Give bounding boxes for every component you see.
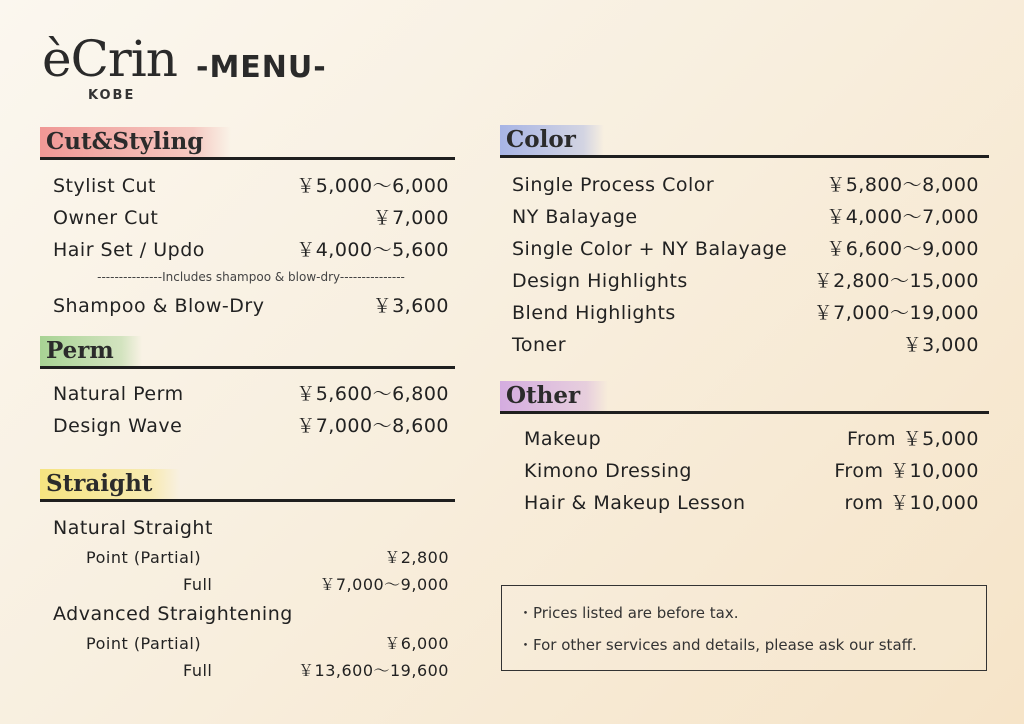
color-list xyxy=(512,169,979,361)
item-price: ￥7,000～9,000 xyxy=(319,575,449,594)
list-item xyxy=(512,233,979,265)
section-divider xyxy=(500,155,989,158)
brand-logo: èCrin xyxy=(42,30,177,88)
item-price: ￥6,000 xyxy=(384,634,449,653)
item-name: Natural Perm xyxy=(53,383,184,405)
section-title-cut-styling: Cut&Styling xyxy=(40,127,231,157)
list-item xyxy=(53,202,449,234)
list-subitem xyxy=(53,630,449,657)
section-divider xyxy=(40,499,455,502)
item-name: Blend Highlights xyxy=(512,302,676,324)
subitem-name: Point (Partial) xyxy=(86,548,202,567)
section-title-color: Color xyxy=(500,125,604,155)
item-price: ￥4,000～7,000 xyxy=(826,206,979,228)
cut-styling-list xyxy=(53,170,449,266)
section-divider xyxy=(500,411,989,414)
item-name: Single Process Color xyxy=(512,174,715,196)
item-name: Hair & Makeup Lesson xyxy=(524,492,746,514)
list-item xyxy=(512,201,979,233)
list-item xyxy=(512,329,979,361)
notes-box xyxy=(501,585,987,671)
list-item xyxy=(524,423,979,455)
item-name: Shampoo & Blow-Dry xyxy=(53,295,265,317)
item-price: ￥7,000 xyxy=(372,207,449,229)
item-price: ￥13,600～19,600 xyxy=(298,661,449,680)
item-price: ￥3,000 xyxy=(902,334,979,356)
list-subitem xyxy=(53,571,449,598)
list-item xyxy=(53,512,449,544)
item-price: ￥7,000～19,000 xyxy=(813,302,979,324)
included-note: ---------------Includes shampoo & blow-dry--------------- xyxy=(97,270,405,284)
item-price: ￥3,600 xyxy=(372,295,449,317)
note-tax: ・Prices listed are before tax. xyxy=(518,604,739,622)
list-subitem xyxy=(53,657,449,684)
item-name: Makeup xyxy=(524,428,602,450)
list-item xyxy=(53,598,449,630)
list-item xyxy=(512,297,979,329)
item-name: Design Highlights xyxy=(512,270,688,292)
perm-list xyxy=(53,378,449,442)
note-staff: ・For other services and details, please ask our staff. xyxy=(518,636,917,654)
item-name: NY Balayage xyxy=(512,206,638,228)
section-title-other: Other xyxy=(500,381,608,411)
item-price: ￥7,000～8,600 xyxy=(296,415,449,437)
item-price: ￥6,600～9,000 xyxy=(826,238,979,260)
item-name: Natural Straight xyxy=(53,517,213,539)
section-divider xyxy=(40,366,455,369)
item-name: Design Wave xyxy=(53,415,183,437)
subitem-name: Full xyxy=(183,661,213,680)
item-name: Stylist Cut xyxy=(53,175,156,197)
item-name: Toner xyxy=(512,334,567,356)
item-price: From ￥10,000 xyxy=(834,460,979,482)
page-title: -MENU- xyxy=(196,50,327,85)
section-divider xyxy=(40,157,455,160)
list-item xyxy=(524,487,979,519)
item-price: ￥2,800 xyxy=(384,548,449,567)
list-item xyxy=(524,455,979,487)
section-title-perm: Perm xyxy=(40,336,142,366)
item-price: ￥5,000～6,000 xyxy=(296,175,449,197)
list-item xyxy=(512,169,979,201)
other-list xyxy=(524,423,979,519)
subitem-name: Full xyxy=(183,575,213,594)
list-subitem xyxy=(53,544,449,571)
item-name: Owner Cut xyxy=(53,207,159,229)
item-name: Advanced Straightening xyxy=(53,603,293,625)
list-item xyxy=(53,234,449,266)
list-item xyxy=(53,378,449,410)
list-item xyxy=(53,170,449,202)
subitem-name: Point (Partial) xyxy=(86,634,202,653)
list-item xyxy=(53,290,449,322)
item-price: ￥4,000～5,600 xyxy=(296,239,449,261)
item-name: Hair Set / Updo xyxy=(53,239,205,261)
item-name: Single Color + NY Balayage xyxy=(512,238,788,260)
item-price: rom ￥10,000 xyxy=(844,492,979,514)
straight-list xyxy=(53,512,449,684)
item-price: ￥2,800～15,000 xyxy=(813,270,979,292)
item-price: ￥5,800～8,000 xyxy=(826,174,979,196)
brand-location: KOBE xyxy=(88,88,136,103)
list-item xyxy=(53,410,449,442)
list-item xyxy=(512,265,979,297)
item-name: Kimono Dressing xyxy=(524,460,692,482)
item-price: From ￥5,000 xyxy=(846,428,979,450)
section-title-straight: Straight xyxy=(40,469,180,499)
item-price: ￥5,600～6,800 xyxy=(296,383,449,405)
